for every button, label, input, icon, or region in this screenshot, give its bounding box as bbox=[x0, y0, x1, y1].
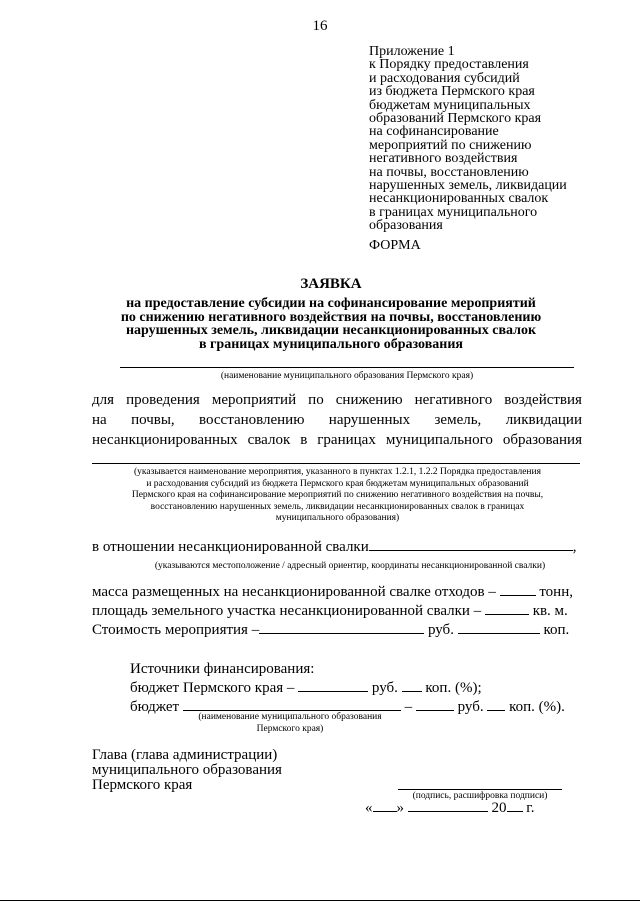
word: земель, bbox=[434, 412, 482, 428]
word: восстановлению bbox=[199, 412, 305, 428]
head-signature-block bbox=[92, 748, 282, 793]
budget-perm-kop-field[interactable] bbox=[402, 678, 422, 692]
word: на bbox=[92, 412, 107, 428]
kop-label: коп. bbox=[543, 622, 570, 638]
cost-rub-field[interactable] bbox=[259, 620, 424, 634]
kop-pct-label: коп. (%); bbox=[425, 680, 482, 696]
appendix-header bbox=[369, 45, 567, 233]
word: муниципального bbox=[385, 432, 493, 448]
word: несанкционированных bbox=[92, 432, 238, 448]
date-line bbox=[365, 798, 534, 817]
budget-perm-rub-field[interactable] bbox=[298, 678, 368, 692]
budget-muni-name-field[interactable] bbox=[183, 697, 401, 711]
appendix-line: Приложение 1 bbox=[369, 44, 455, 59]
dump-location-field[interactable] bbox=[369, 537, 573, 551]
rub-label: руб. bbox=[457, 699, 484, 715]
word: воздействия bbox=[504, 392, 582, 408]
appendix-line: образования bbox=[369, 218, 443, 234]
word: ликвидации bbox=[505, 412, 582, 428]
mass-label: масса размещенных на несанкционированной свалке отходов – bbox=[92, 584, 496, 600]
year-prefix: 20 bbox=[491, 800, 507, 816]
caption-line: (наименование муниципального образования bbox=[198, 712, 382, 722]
document-subtitle bbox=[0, 297, 640, 351]
word: почвы, bbox=[131, 412, 175, 428]
word: негативного bbox=[414, 392, 493, 408]
mass-field[interactable] bbox=[500, 582, 536, 596]
mass-unit: тонн, bbox=[539, 584, 573, 600]
appendix-line: негативного воздействия bbox=[369, 151, 518, 167]
caption-line: (указывается наименование мероприятия, указанного в пунктах 1.2.1, 1.2.2 Порядка предоставления bbox=[134, 467, 541, 477]
word: для bbox=[92, 392, 115, 408]
caption-line: восстановлению нарушенных земель, ликвидации несанкционированных свалок в границах bbox=[150, 501, 525, 512]
sources-title: Источники финансирования: bbox=[130, 661, 315, 677]
page-bottom-border bbox=[0, 900, 640, 901]
mass-line bbox=[92, 582, 573, 601]
month-field[interactable] bbox=[408, 798, 488, 812]
kop-pct-label: коп. (%). bbox=[509, 699, 565, 715]
word: нарушенных bbox=[328, 412, 411, 428]
municipality-caption: (наименование муниципального образования Пермского края) bbox=[220, 371, 474, 381]
dash: – bbox=[404, 699, 413, 715]
area-line bbox=[92, 601, 568, 620]
quote-close: » bbox=[396, 800, 404, 816]
signature-field[interactable] bbox=[398, 789, 562, 790]
area-unit: кв. м. bbox=[532, 603, 568, 619]
word: границах bbox=[317, 432, 376, 448]
word: по bbox=[308, 392, 324, 408]
appendix-line: к Порядку предоставления bbox=[369, 57, 529, 73]
form-label: ФОРМА bbox=[369, 238, 421, 253]
page-number: 16 bbox=[312, 18, 328, 34]
subtitle-line: на предоставление субсидии на софинансирование мероприятий bbox=[126, 296, 536, 311]
signature-caption: (подпись, расшифровка подписи) bbox=[412, 791, 548, 801]
measure-name-field[interactable] bbox=[92, 463, 580, 464]
budget-perm-line bbox=[130, 678, 565, 697]
appendix-line: и расходования субсидий bbox=[369, 70, 520, 86]
area-label: площадь земельного участка несанкционированной свалки – bbox=[92, 603, 482, 619]
appendix-line: на почвы, восстановлению bbox=[369, 164, 529, 180]
muni-caption bbox=[180, 712, 400, 735]
head-line: муниципального образования bbox=[92, 762, 282, 778]
word: в bbox=[300, 432, 308, 448]
appendix-line: в границах муниципального bbox=[369, 204, 538, 220]
dump-line bbox=[92, 537, 577, 556]
rub-label: руб. bbox=[427, 622, 454, 638]
municipality-name-field[interactable] bbox=[120, 367, 574, 368]
budget-label: бюджет bbox=[130, 699, 180, 715]
appendix-line: на софинансирование bbox=[369, 124, 499, 140]
budget-muni-kop-field[interactable] bbox=[487, 697, 505, 711]
head-line: Глава (глава администрации) bbox=[92, 747, 278, 763]
purpose-line-3 bbox=[92, 432, 582, 449]
appendix-line: несанкционированных свалок bbox=[369, 191, 549, 207]
day-field[interactable] bbox=[373, 798, 397, 812]
cost-line bbox=[92, 620, 569, 639]
area-field[interactable] bbox=[485, 601, 529, 615]
word: снижению bbox=[335, 392, 403, 408]
subtitle-line: нарушенных земель, ликвидации несанкционированных свалок bbox=[125, 323, 537, 338]
word: свалок bbox=[247, 432, 291, 448]
purpose-line-2 bbox=[92, 412, 582, 429]
word: проведения bbox=[126, 392, 200, 408]
word: образования bbox=[502, 432, 582, 448]
subtitle-line: по снижению негативного воздействия на почвы, восстановлению bbox=[120, 309, 542, 325]
financing-sources bbox=[130, 660, 565, 716]
caption-line: муниципального образования) bbox=[275, 513, 400, 523]
rub-label: руб. bbox=[371, 680, 398, 696]
appendix-line: из бюджета Пермского края bbox=[369, 84, 535, 100]
word: мероприятий bbox=[211, 392, 297, 408]
caption-line: Пермского края) bbox=[256, 723, 324, 734]
quote-open: « bbox=[365, 800, 373, 816]
caption-line: и расходования субсидий из бюджета Пермского края бюджетам муниципальных образований bbox=[146, 478, 529, 489]
subtitle-line: в границах муниципального образования bbox=[199, 336, 463, 352]
appendix-line: мероприятий по снижению bbox=[369, 137, 532, 153]
year-field[interactable] bbox=[507, 798, 523, 812]
purpose-line-1 bbox=[92, 392, 582, 409]
caption-line: Пермского края на софинансирование мероприятий по снижению негативного воздействия на почвы, bbox=[131, 490, 544, 500]
appendix-line: бюджетам муниципальных bbox=[369, 97, 531, 113]
dump-suffix: , bbox=[572, 539, 577, 555]
appendix-line: нарушенных земель, ликвидации bbox=[369, 178, 567, 194]
appendix-line: образований Пермского края bbox=[369, 111, 542, 127]
document-title: ЗАЯВКА bbox=[300, 276, 362, 292]
cost-kop-field[interactable] bbox=[458, 620, 540, 634]
location-caption: (указываются местоположение / адресный ориентир, координаты несанкционированной свалки) bbox=[154, 561, 546, 571]
cost-label: Стоимость мероприятия – bbox=[92, 622, 260, 638]
measure-caption bbox=[80, 467, 595, 525]
head-line: Пермского края bbox=[92, 777, 193, 793]
budget-perm-label: бюджет Пермского края – bbox=[130, 680, 295, 696]
dump-prefix: в отношении несанкционированной свалки bbox=[92, 539, 369, 555]
year-suffix: г. bbox=[526, 800, 535, 816]
budget-muni-rub-field[interactable] bbox=[416, 697, 454, 711]
